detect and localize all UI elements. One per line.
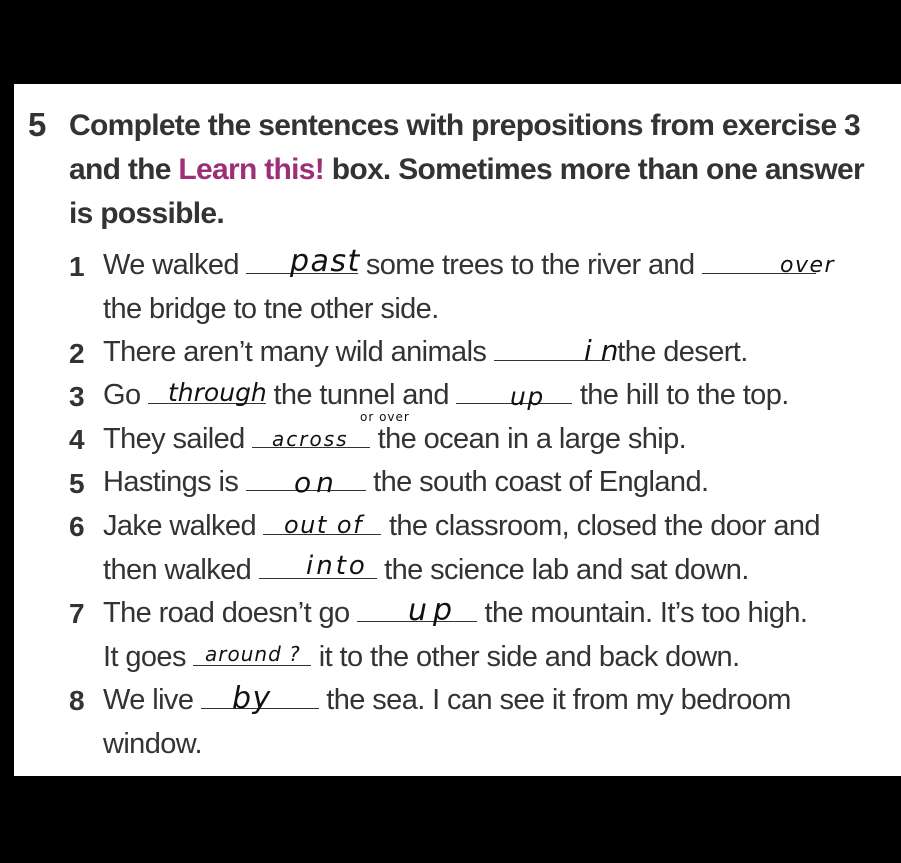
handwritten-answer-1a: past: [290, 244, 361, 279]
sentence-text: the tunnel and: [273, 379, 449, 411]
handwritten-answer-3a: through: [168, 378, 267, 407]
sentence-text: some trees to the river and: [365, 249, 695, 281]
handwritten-answer-7a: up: [408, 593, 459, 628]
sentence-text: the ocean in a large ship.: [377, 423, 687, 455]
sentence-7-line-2: [103, 640, 740, 674]
sentence-6-line-2: [103, 553, 749, 587]
handwritten-answer-2: in: [584, 334, 628, 367]
sentence-text: The road doesn’t go: [103, 597, 350, 629]
sentence-text: There aren’t many wild animals: [103, 336, 487, 368]
item-number-8: 8: [69, 685, 85, 716]
sentence-text: We live: [103, 684, 194, 716]
handwritten-note-or-over: or over: [360, 410, 410, 424]
sentence-8-line-1: [103, 683, 791, 717]
exercise-instructions: [69, 104, 901, 236]
sentence-text: It goes: [103, 641, 186, 673]
sentence-text: the science lab and sat down.: [384, 554, 749, 586]
handwritten-answer-7b: around ?: [205, 642, 301, 666]
sentence-1-line-2: the bridge to tne other side.: [103, 293, 439, 325]
sentence-5: [103, 465, 708, 499]
sentence-text: They sailed: [103, 423, 245, 455]
learn-this-highlight: Learn this!: [178, 153, 325, 186]
instruction-line-1: Complete the sentences with prepositions from exercise 3: [69, 109, 861, 142]
handwritten-answer-6a: out of: [284, 511, 364, 539]
sentence-text: Jake walked: [103, 510, 256, 542]
sentence-text: the classroom, closed the door and: [388, 510, 820, 542]
item-number-1: 1: [69, 251, 85, 282]
handwritten-answer-5: on: [294, 466, 339, 499]
sentence-text: Hastings is: [103, 466, 239, 498]
item-number-5: 5: [69, 468, 85, 499]
sentence-text: the desert.: [617, 336, 748, 368]
instruction-and-the: and the: [69, 153, 179, 186]
item-number-7: 7: [69, 598, 85, 629]
instruction-line-3: is possible.: [69, 197, 224, 230]
sentence-text: the mountain. It’s too high.: [484, 597, 808, 629]
sentence-text: the hill to the top.: [579, 379, 789, 411]
handwritten-answer-6b: into: [306, 551, 368, 581]
sentence-1-line-1: [103, 248, 816, 282]
item-number-3: 3: [69, 381, 85, 412]
sentence-8-line-2: window.: [103, 728, 202, 760]
instruction-rest: box. Sometimes more than one answer: [324, 153, 865, 186]
sentence-text: the south coast of England.: [373, 466, 709, 498]
handwritten-answer-8: by: [232, 681, 272, 716]
sentence-text: then walked: [103, 554, 252, 586]
item-number-4: 4: [69, 424, 85, 455]
sentence-6-line-1: [103, 509, 820, 543]
item-number-6: 6: [69, 511, 85, 542]
handwritten-answer-1b: over: [780, 253, 836, 278]
handwritten-answer-4: across: [272, 427, 349, 451]
handwritten-answer-3b: up: [510, 382, 545, 411]
exercise-number: 5: [28, 106, 47, 143]
sentence-text: it to the other side and back down.: [318, 641, 740, 673]
sentence-4: [103, 422, 686, 456]
sentence-text: We walked: [103, 249, 239, 281]
sentence-text: Go: [103, 379, 141, 411]
sentence-2: [103, 335, 748, 369]
worksheet-page: [14, 84, 901, 776]
item-number-2: 2: [69, 338, 85, 369]
sentence-text: the sea. I can see it from my bedroom: [326, 684, 791, 716]
